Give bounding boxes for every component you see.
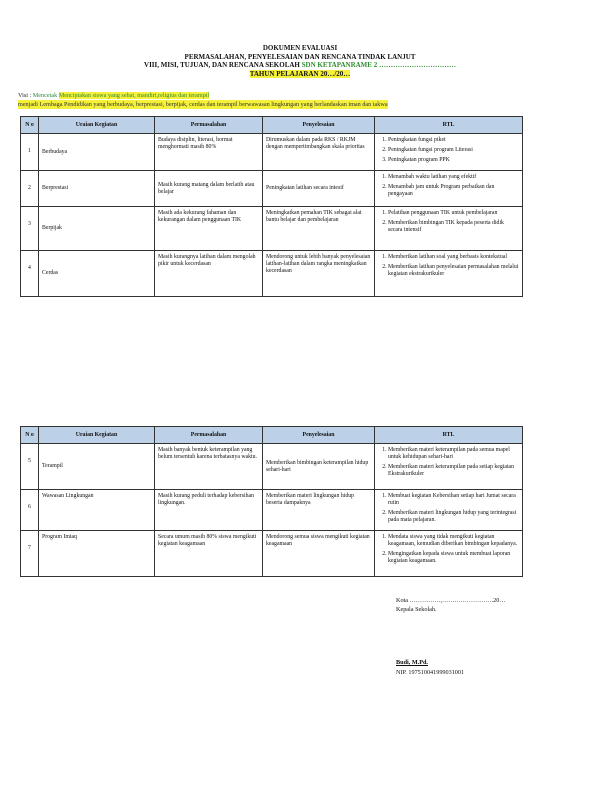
header-year <box>0 70 600 79</box>
cell-no: 3 <box>21 207 39 251</box>
rtl-item: 1. Peningkatan fungsi piket <box>388 137 519 144</box>
rtl-item: 2. Memberikan latihan penyelesaian permasalahan melalui kegiatan ekstrakurikuler <box>388 264 519 278</box>
cell-penyelesaian: Dirumuskan dalam pada RKS / RKJM dengan mempertimbangkan skala prioritas <box>263 134 375 171</box>
table-row <box>21 444 523 490</box>
cell-permasalahan: Masih kurangnya latihan dalam mengolah pikir untuk kecerdasan <box>155 251 263 297</box>
visi-line1 <box>18 91 578 100</box>
cell-permasalahan: Budaya disiplin, literasi, hormat menghormati masih 80% <box>155 134 263 171</box>
cell-penyelesaian: Memberikan bimbingan keterampilan hidup sehari-hari <box>263 444 375 490</box>
header-line3-prefix: VIII, MISI, TUJUAN, DAN RENCANA SEKOLAH <box>144 61 300 69</box>
cell-penyelesaian: Mendorong untuk lebih banyak penyelesaian latihan-latihan dalam rangka meningkatkan kecerdasan <box>263 251 375 297</box>
col-header-rtl: RTL <box>375 427 523 444</box>
cell-uraian: Terampil <box>39 444 155 490</box>
rtl-item: 1. Memberikan materi keterampilan pada semua mapel untuk kehidupan sehari-hari <box>388 447 519 461</box>
cell-permasalahan: Masih kurang matang dalam berlatih atau belajar <box>155 171 263 207</box>
table-row <box>21 490 523 531</box>
cell-penyelesaian: Memberikan materi lingkungan hidup beserta dampaknya <box>263 490 375 531</box>
table-row <box>21 207 523 251</box>
cell-permasalahan: Secara umum masih 80% siswa mengikuti kegiatan keagamaan <box>155 531 263 577</box>
cell-penyelesaian: Meningkatkan pemahan TIK sebagai alat bantu belajar dan pembelajaran <box>263 207 375 251</box>
cell-rtl <box>375 490 523 531</box>
cell-rtl <box>375 251 523 297</box>
table-header-row <box>21 117 523 134</box>
signature-title: Kepala Sekolah. <box>396 606 437 613</box>
col-header-rtl: RTL <box>375 117 523 134</box>
cell-rtl <box>375 134 523 171</box>
rtl-list <box>378 447 519 478</box>
table-row <box>21 134 523 171</box>
col-header-permasalahan: Permasalahan <box>155 117 263 134</box>
cell-rtl <box>375 171 523 207</box>
cell-rtl <box>375 207 523 251</box>
col-header-no: N o <box>21 117 39 134</box>
rtl-list <box>378 137 519 164</box>
evaluation-table-1 <box>20 116 523 297</box>
cell-no: 7 <box>21 531 39 577</box>
cell-uraian: Berprestasi <box>39 171 155 207</box>
cell-permasalahan: Masih kurang peduli terhadap kebersihan lingkungan. <box>155 490 263 531</box>
rtl-item: 1. Membuat kegiatan Kebersihan setiap hari Jumat secara rutin <box>388 493 519 507</box>
header-title: DOKUMEN EVALUASI <box>262 44 338 52</box>
cell-rtl <box>375 531 523 577</box>
cell-permasalahan: Masih ada kekurang fahaman dan kekurangan dalam penggunaan TIK <box>155 207 263 251</box>
rtl-item: 2. Memberikan materi keterampilan pada setiap kegiatan Ekstrakurikuler <box>388 464 519 478</box>
table-header-row <box>21 427 523 444</box>
signature-name: Budi, M.Pd. <box>396 659 428 666</box>
cell-no: 5 <box>21 444 39 490</box>
visi-text3: menjadi Lembaga Pendidikan yang berbudaya, berprestasi, berpijak, cerdas dan terampil berwawasan lingkungan yang berlandaskan iman dan takwa <box>18 101 388 108</box>
cell-uraian: Berpijak <box>39 207 155 251</box>
document-header <box>0 44 600 78</box>
header-dots: …………………………… <box>378 61 456 69</box>
table-row <box>21 531 523 577</box>
header-year-text: TAHUN PELAJARAN 20…/20… <box>249 69 351 78</box>
rtl-item: 1. Memberikan latihan soal yang berbasis kontekstual <box>388 254 519 261</box>
cell-penyelesaian: Mendorong semua siswa mengikuti kegiatan keagamaan <box>263 531 375 577</box>
rtl-item: 2. Peningkatan fungsi program Literasi <box>388 147 519 154</box>
col-header-uraian: Uraian Kegiatan <box>39 117 155 134</box>
col-header-penyelesaian: Penyelesaian <box>263 117 375 134</box>
cell-uraian: Wawasan Lingkungan <box>39 490 155 531</box>
rtl-list <box>378 493 519 524</box>
rtl-item: 1. Pelatihan penggunaan TIK untuk pembelajaran <box>388 210 519 217</box>
col-header-no: N o <box>21 427 39 444</box>
signature-place-date: Kota ……………,…………………….20… <box>396 597 506 604</box>
rtl-item: 1. Menambah waktu latihan yang efektif <box>388 174 519 181</box>
cell-uraian: Berbudaya <box>39 134 155 171</box>
header-subtitle: PERMASALAHAN, PENYELESAIAN DAN RENCANA TINDAK LANJUT <box>184 52 416 61</box>
col-header-uraian: Uraian Kegiatan <box>39 427 155 444</box>
rtl-list <box>378 534 519 565</box>
rtl-item: 2. Menambah jam untuk Program perbaikan dan pengayaan <box>388 184 519 198</box>
col-header-permasalahan: Permasalahan <box>155 427 263 444</box>
header-line3 <box>0 61 600 70</box>
cell-no: 1 <box>21 134 39 171</box>
rtl-list <box>378 254 519 278</box>
header-school-name: SDN KETAPANRAME 2 <box>301 61 378 69</box>
evaluation-table-2 <box>20 426 523 577</box>
cell-penyelesaian: Peningkatan latihan secara intesif <box>263 171 375 207</box>
cell-uraian: Program Imtaq <box>39 531 155 577</box>
cell-rtl <box>375 444 523 490</box>
visi-text1: Mencetak <box>32 92 58 99</box>
table-row <box>21 251 523 297</box>
rtl-item: 2. Memberikan materi lingkungan hidup yang terintegrasi pada mata pelajaran. <box>388 510 519 524</box>
visi-text2: Menciptakan siswa yang sehat, mandiri,religius dan terampil <box>58 92 210 99</box>
visi-block <box>18 91 578 109</box>
col-header-penyelesaian: Penyelesaian <box>263 427 375 444</box>
signature-nip: NIP. 197510041999031001 <box>396 669 465 676</box>
visi-label: Visi : <box>18 92 32 99</box>
cell-no: 6 <box>21 490 39 531</box>
table-row <box>21 171 523 207</box>
rtl-item: 2. Mengingatkan kepada siswa untuk membuat laporan kegiatan keagamaan. <box>388 551 519 565</box>
cell-no: 2 <box>21 171 39 207</box>
rtl-item: 1. Mendata siswa yang tidak mengikuti kegiatan keagamaan, kemudian diberikan bimbingan kepadanya. <box>388 534 519 548</box>
cell-uraian: Cerdas <box>39 251 155 297</box>
rtl-list <box>378 174 519 198</box>
rtl-item: 3. Peningkatan program PPK <box>388 157 519 164</box>
cell-no: 4 <box>21 251 39 297</box>
cell-permasalahan: Masih banyak bentuk keterampilan yang belum tersentuh karena terbatasnya waktu. <box>155 444 263 490</box>
rtl-item: 2. Memberikan bimbingan TIK kepada peserta didik secara intensif <box>388 220 519 234</box>
rtl-list <box>378 210 519 234</box>
signature-block <box>396 596 505 614</box>
